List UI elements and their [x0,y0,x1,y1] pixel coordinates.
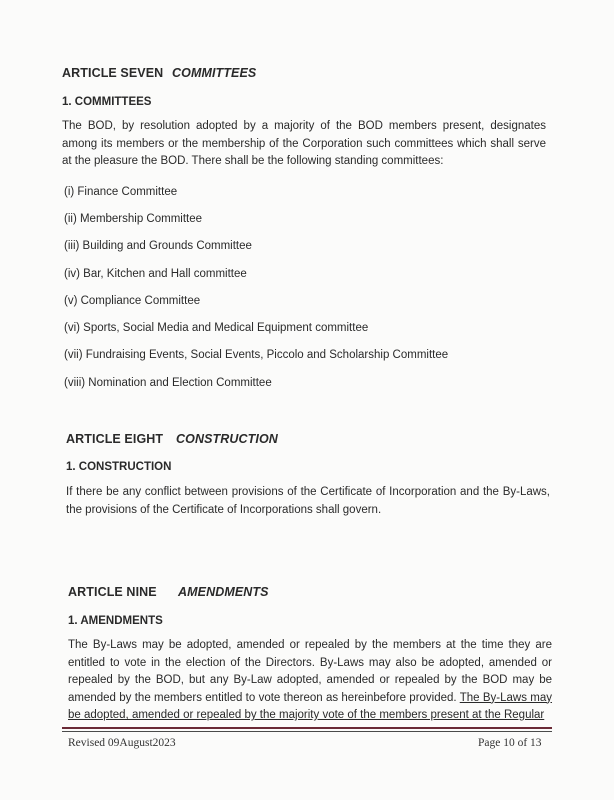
article-title: CONSTRUCTION [176,432,278,446]
list-item: (v) Compliance Committee [64,295,201,307]
amendments-text: The By-Laws may be adopted, amended or repealed by the members at the time they are entitled to vote in the election of the Directors. By-Laws may also be adopted, amended or repealed by the BOD, but any By-Law adopted, amended or repealed by the BOD may be amended by the members entitled to vote thereon as hereinbefore provided. [68,639,552,704]
section-heading: 1. CONSTRUCTION [66,461,172,473]
article-number: ARTICLE EIGHT [66,432,164,446]
article-seven-heading [62,66,256,80]
construction-paragraph: If there be any conflict between provisions of the Certificate of Incorporation and the By-Laws, the provisions of the Certificate of Incorporations shall govern. [66,486,550,516]
article-title: COMMITTEES [172,66,257,80]
article-eight-heading [66,432,278,446]
amendments-paragraph [68,637,552,725]
list-item: (iv) Bar, Kitchen and Hall committee [64,268,247,280]
footer-rule-thin [62,731,552,732]
article-nine-heading [68,585,269,599]
footer-rule [62,727,552,729]
article-number: ARTICLE NINE [68,585,157,599]
article-number: ARTICLE SEVEN [62,66,164,80]
list-item: (ii) Membership Committee [64,213,203,225]
revised-date: Revised 09August2023 [68,737,176,749]
list-item: (viii) Nomination and Election Committee [64,377,272,389]
list-item: (i) Finance Committee [64,186,178,198]
list-item: (vii) Fundraising Events, Social Events, Piccolo and Scholarship Committee [64,349,449,361]
section-heading: 1. COMMITTEES [62,96,152,108]
section-heading: 1. AMENDMENTS [68,615,163,627]
committees-paragraph: The BOD, by resolution adopted by a majority of the BOD members present, designates among its members or the membership of the Corporation such committees which shall serve at the pleasure the BOD. There shall be the following standing committees: [62,120,546,167]
article-title: AMENDMENTS [178,585,269,599]
amendments-underlined-text: The By-Laws may be adopted, amended or repealed by the majority vote of the members present at the Regular [68,691,552,721]
list-item: (vi) Sports, Social Media and Medical Equipment committee [64,322,369,334]
page-number: Page 10 of 13 [478,737,542,749]
list-item: (iii) Building and Grounds Committee [64,240,252,252]
